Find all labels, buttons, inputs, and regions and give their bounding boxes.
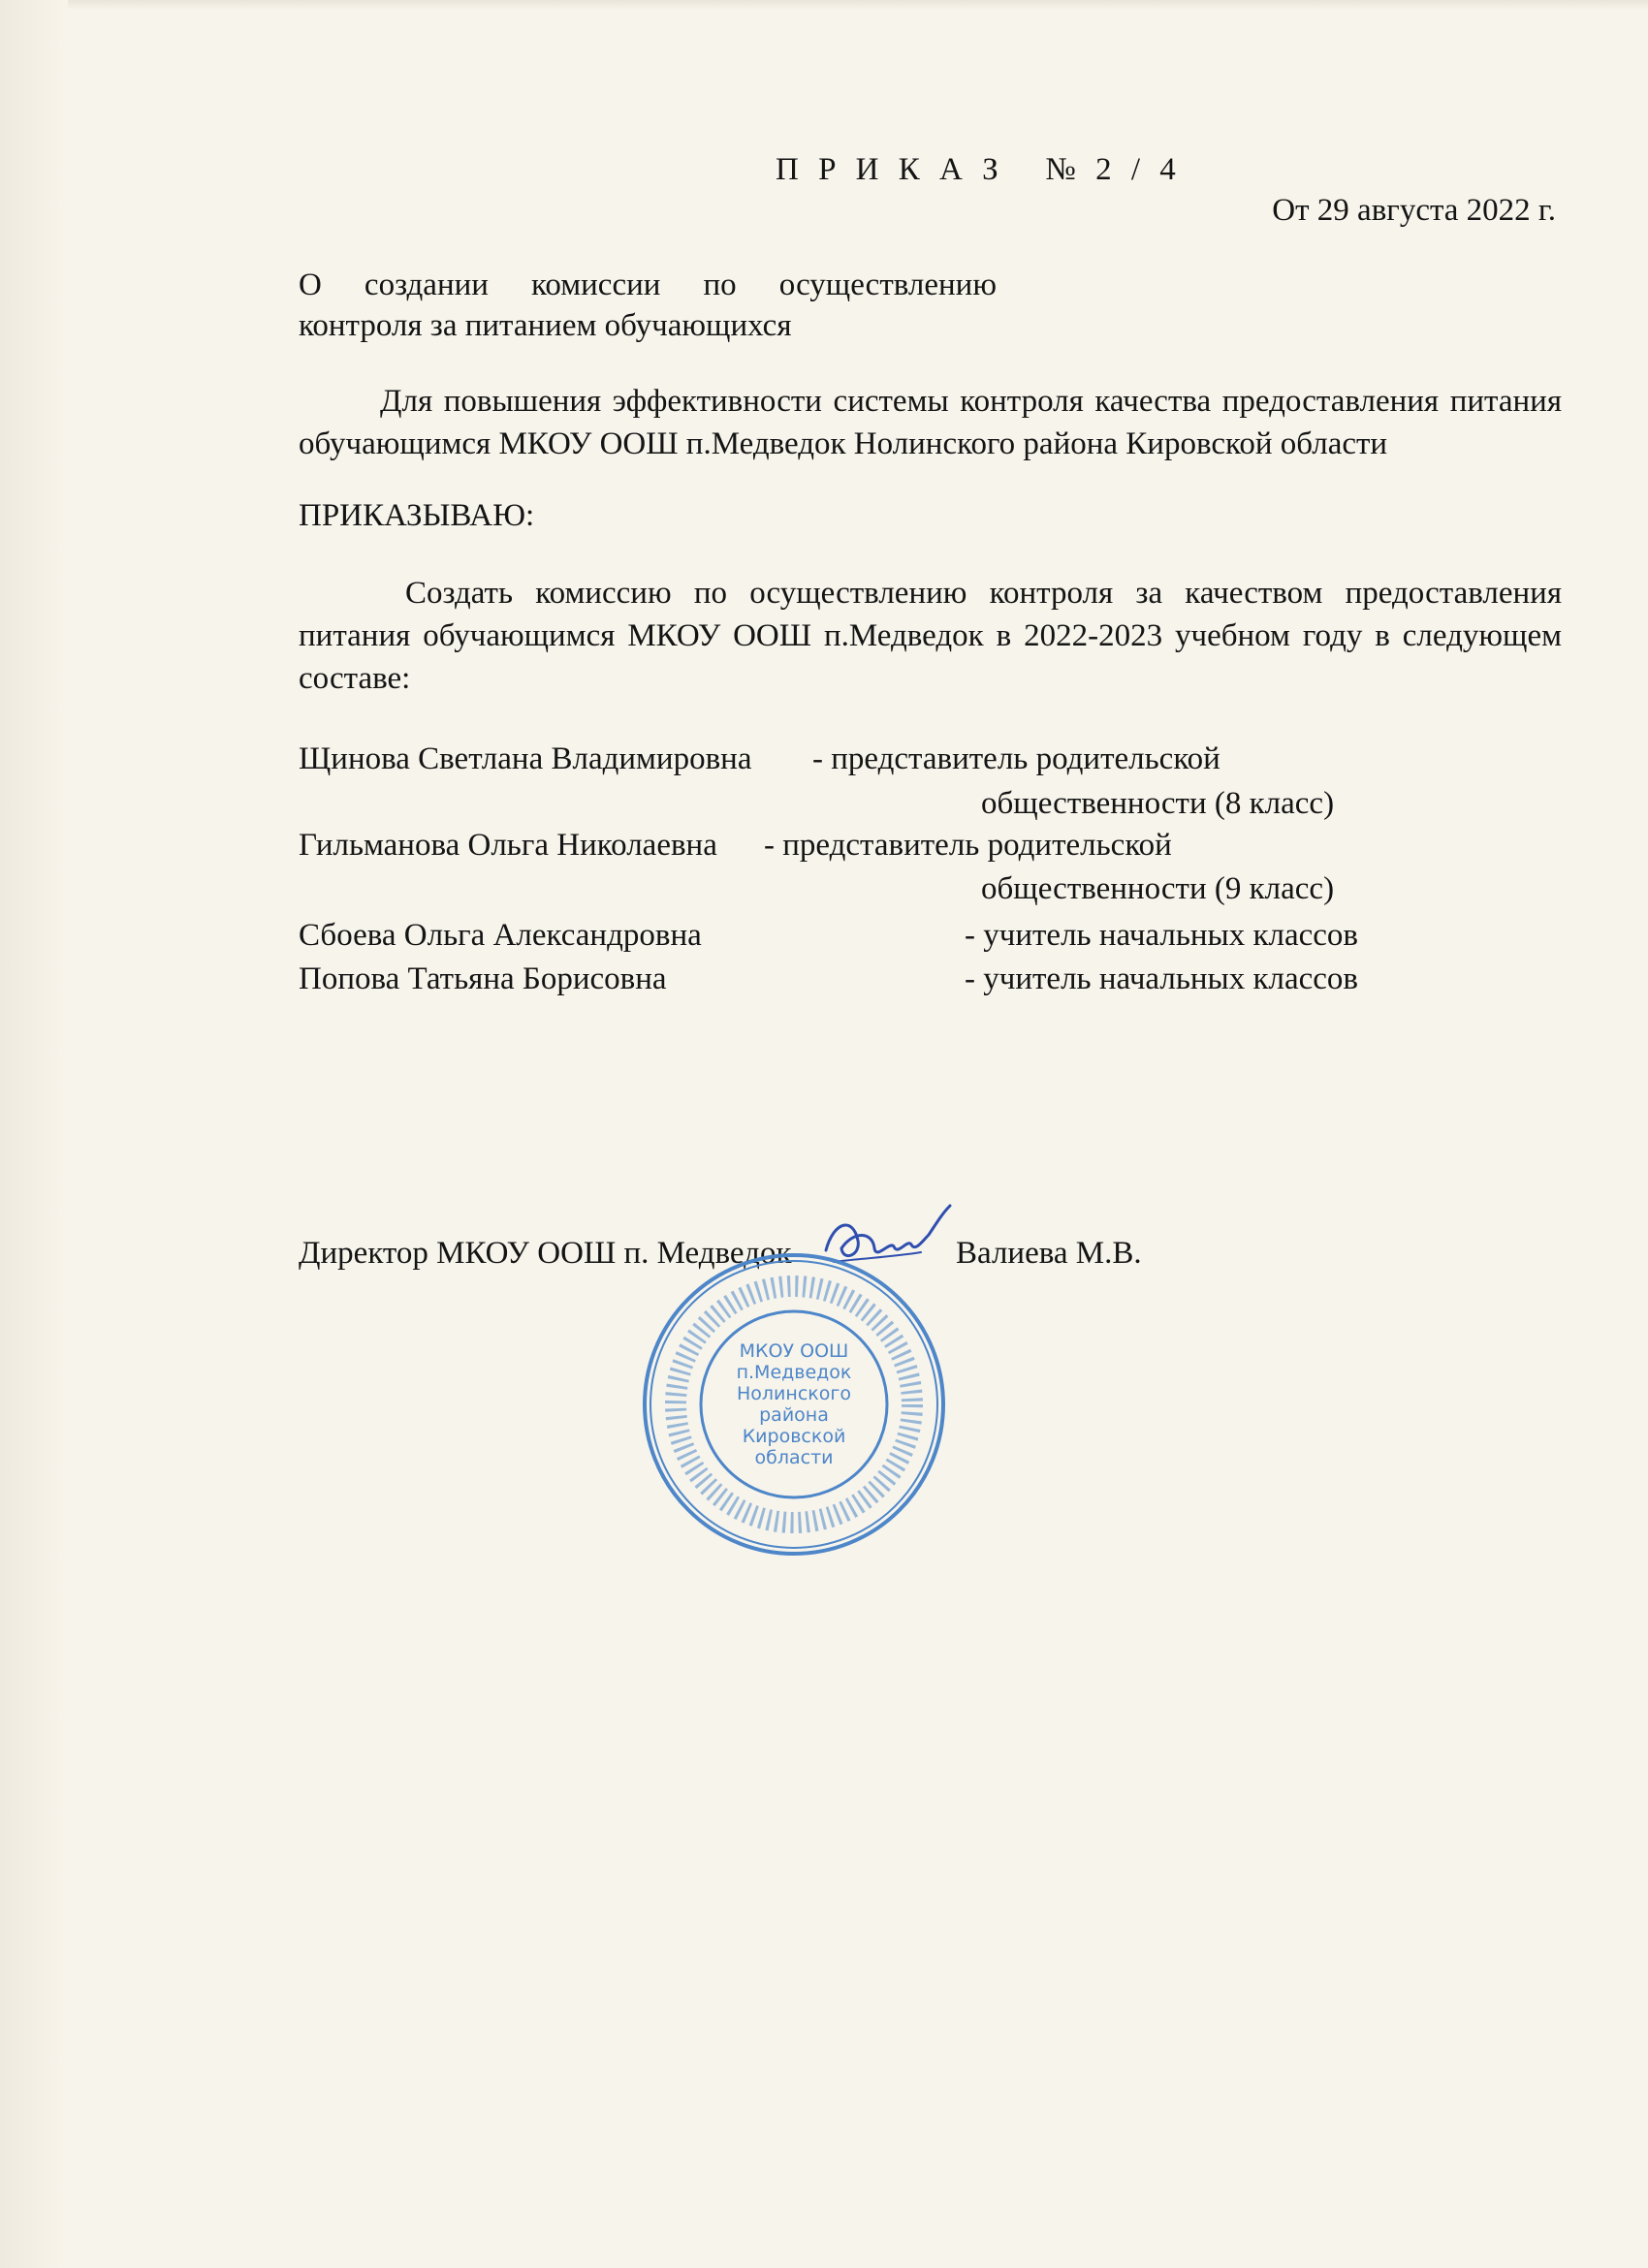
order-subject: [299, 265, 997, 346]
subject-line-1: О создании комиссии по осуществлению: [299, 268, 997, 302]
director-position: Директор МКОУ ООШ п. Медведок: [299, 1236, 792, 1271]
stamp-line: района: [759, 1404, 829, 1426]
stamp-line: Кировской: [742, 1426, 846, 1447]
create-paragraph: Создать комиссию по осуществлению контроля за качеством предоставления питания обучающимся МКОУ ООШ п.Медведок в 2022-2023 учебном году в следующем составе:: [299, 576, 1562, 696]
stamp-line: п.Медведок: [736, 1362, 852, 1383]
intro-paragraph: Для повышения эффективности системы контроля качества предоставления питания обучающимся МКОУ ООШ п.Медведок Нолинского района Кировской области: [299, 384, 1562, 461]
order-word: ПРИКАЗЫВАЮ:: [299, 498, 535, 533]
scan-edge-top: [0, 0, 1648, 10]
official-stamp: [640, 1250, 948, 1559]
stamp-line: области: [754, 1447, 834, 1468]
member-role: - представитель родительской: [812, 741, 1220, 776]
stamp-center-text: [640, 1250, 948, 1559]
scan-edge-left: [0, 0, 68, 2268]
member-name: Попова Татьяна Борисовна: [299, 961, 667, 996]
director-name: Валиева М.В.: [956, 1236, 1142, 1271]
member-role-cont: общественности (9 класс): [981, 871, 1335, 906]
stamp-line: МКОУ ООШ: [739, 1340, 849, 1362]
member-name: Гильманова Ольга Николаевна: [299, 828, 717, 863]
member-name: Щинова Светлана Владимировна: [299, 741, 752, 776]
member-role: - представитель родительской: [764, 828, 1172, 863]
order-date: От 29 августа 2022 г.: [1272, 193, 1556, 228]
order-title: П Р И К А З № 2 / 4: [776, 152, 1182, 187]
stamp-line: Нолинского: [737, 1383, 851, 1404]
member-name: Сбоева Ольга Александровна: [299, 918, 702, 953]
member-role: - учитель начальных классов: [965, 961, 1358, 996]
member-role-cont: общественности (8 класс): [981, 786, 1335, 821]
subject-line-2: контроля за питанием обучающихся: [299, 308, 792, 343]
member-role: - учитель начальных классов: [965, 918, 1358, 953]
